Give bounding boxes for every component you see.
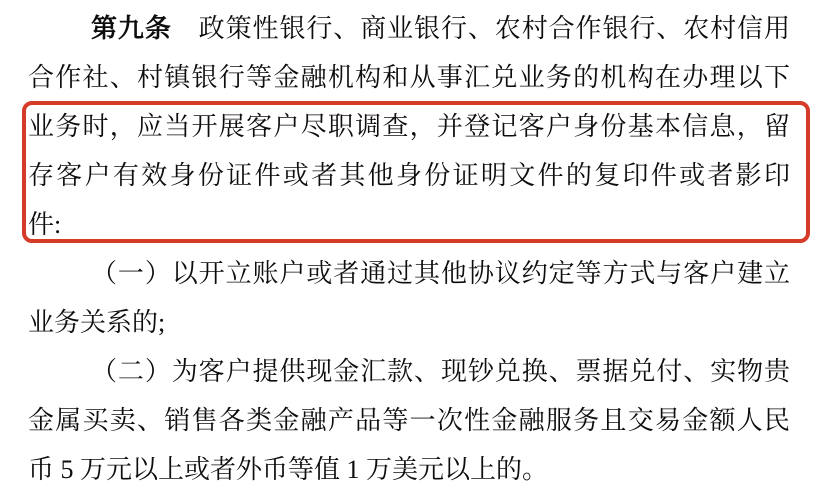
item-2-line-1: （二）为客户提供现金汇款、现钞兑换、票据兑付、实物贵 xyxy=(91,357,790,386)
item-1-line-2: 业务关系的; xyxy=(28,308,166,337)
article-9-line-4-highlighted: 存客户有效身份证件或者其他身份证明文件的复印件或者影印 xyxy=(28,161,790,190)
article-9-line-3-highlighted: 业务时，应当开展客户尽职调查，并登记客户身份基本信息，留 xyxy=(28,112,790,141)
document-text-column xyxy=(28,4,790,494)
article-9-line-1-text: 政策性银行、商业银行、农村合作银行、农村信用 xyxy=(171,14,790,43)
item-2-line-2: 金属买卖、销售各类金融产品等一次性金融服务且交易金额人民 xyxy=(28,406,790,435)
article-number-label: 第九条 xyxy=(91,14,172,43)
item-2-line-3: 币 5 万元以上或者外币等值 1 万美元以上的。 xyxy=(28,455,549,484)
article-9-line-5-highlighted: 件: xyxy=(28,210,62,239)
article-9-line-2: 合作社、村镇银行等金融机构和从事汇兑业务的机构在办理以下 xyxy=(28,63,790,92)
item-1-line-1: （一）以开立账户或者通过其他协议约定等方式与客户建立 xyxy=(91,259,790,288)
article-9-line-1 xyxy=(28,4,790,53)
